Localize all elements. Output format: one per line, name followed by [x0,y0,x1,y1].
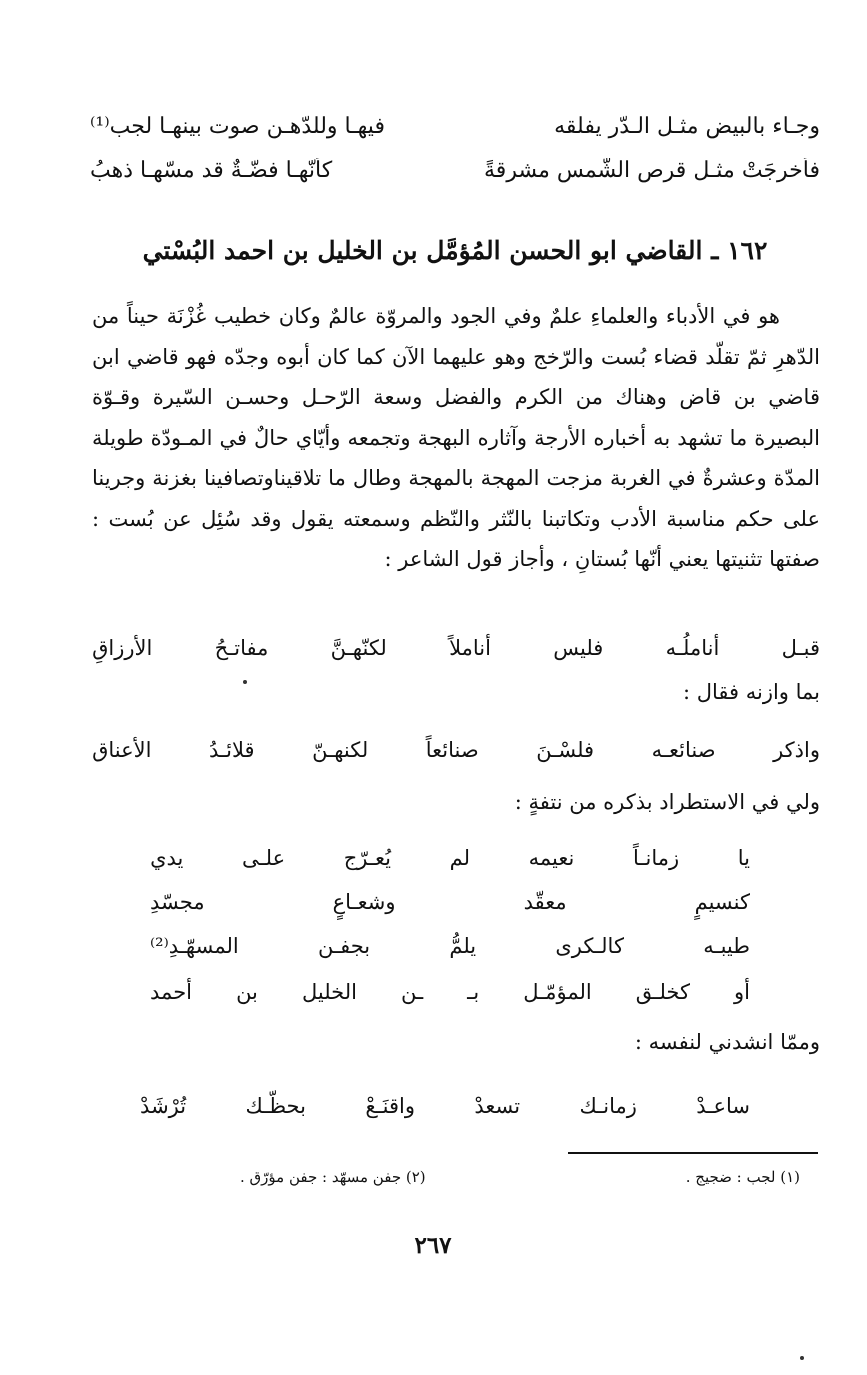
poem-word: ـن [400,980,424,1004]
verse-word: واقنَـعْ [365,1094,415,1118]
verse-hemistich-left: كأنّهـا فضّـةٌ قد مسّهـا ذهبُ [90,157,333,183]
poem-word: معقّد [523,890,567,914]
poem-word: أحمد [150,980,193,1004]
poem-word: وشعـاعٍ [332,890,396,914]
footnote-2: (٢) جفن مسهّد : جفن مؤرّق . [240,1168,426,1186]
prose-line: بما وازنه فقال : [682,680,820,704]
top-verse-1 [90,104,820,148]
verse-word: قبـل [781,636,820,660]
prose-line: وممّا انشدني لنفسه : [634,1030,820,1054]
verse-hemistich-left: فيهـا وللدّهـن صوت بينهـا لجب⁽¹⁾ [90,113,385,139]
verse-word: لكنهـنّ [312,738,369,762]
poem-word: يدي [150,846,184,870]
verse-word: صنائعاً [425,738,479,762]
verse-word: مفاتـحُ [214,636,269,660]
verse-word: فلسْـنَ [536,738,595,762]
verse-word: الأعناق [92,738,152,762]
verse-1 [92,628,820,668]
poem-word: بن [236,980,258,1004]
prose-line: ولي في الاستطراد بذكره من نتفةٍ : [514,790,820,814]
poem-word: كنسيمٍ [694,890,750,914]
verse-word: أناملاً [449,636,491,660]
poem-word: زمانـاً [632,846,680,870]
poem-word: بجفـن [317,934,371,958]
verse-word: الأرزاقِ [92,636,153,660]
poem-word: مجسّدِ [150,890,205,914]
verse-word: واذكر [773,738,820,762]
poem-word: طيبـه [703,934,750,958]
verse-word: فليس [553,636,604,660]
poem-word: المؤمّـل [523,980,592,1004]
verse-word: بحظّـك [245,1094,306,1118]
body-paragraph: هو في الأدباء والعلماءِ علمٌ وفي الجود والمروّة عالمٌ وكان خطيب غُزْنَة حيناً من الدّهرِ ثمّ تقلّد قضاء بُست والرّخج وهو عليهما الآن كما كان أبوه وجدّه فهو قاضي ابن قاضي بن قاض وهناك من الكرم والفضل وسعة الرّحـل وحسـن السّيرة وقـوّة البصيرة ما تشهد به أخباره الأرجة وآثاره البهجة وتجمعه وأيّاي حالٌ في المـودّة طويلة المدّة وعشرةٌ في الغربة مزجت المهجة بالمهجة وطال ما تلاقيناوتصافينا بغزنة وجرينا على حكم مناسبة الأدب وتكاتبنا بالنّثر والنّظم وسمعته يقول وقد سُئِل عن بُست : صفتها تثنيتها يعني أنّها بُستانِ ، وأجاز قول الشاعر : [92,304,820,571]
ink-speck [800,1356,804,1360]
verse-word: صنائعـه [651,738,716,762]
footnote-separator [568,1152,818,1154]
poem-line-4 [150,970,750,1014]
top-verse-2 [90,148,820,192]
poem-line-3 [150,924,750,968]
poem-word: يا [737,846,750,870]
verse-word: تُرْشَدْ [140,1094,187,1118]
verse-3 [140,1084,750,1128]
poem-word: نعيمه [528,846,575,870]
poem-word: بـ [467,980,480,1004]
poem-word: كالـكرى [555,934,624,958]
poem-word: يلمُّ [449,934,477,958]
verse-hemistich-right: وجـاء بالبيضِ مثـل الـدّر يفلقه [554,113,820,139]
verse-2 [92,730,820,770]
poem-line-1 [150,836,750,880]
verse-word: قلائـدُ [208,738,255,762]
verse-word: تسعدْ [474,1094,521,1118]
poem-word: علـى [242,846,286,870]
verse-word: ساعـدْ [696,1094,750,1118]
verse-word: لكنّهـنَّ [330,636,387,660]
poem-word: يُعـرّج [343,846,392,870]
poem-line-2 [150,880,750,924]
poem-word: الخليل [301,980,357,1004]
entry-heading: ١٦٢ ـ القاضي ابو الحسن المُؤمَّل بن الخليل بن احمد البُسْتي [142,236,768,265]
poem-word: كخلـق [635,980,690,1004]
poem-word: لم [449,846,471,870]
page-number: ٢٦٧ [414,1232,452,1259]
footnote-1: (١) لجب : ضجيج . [685,1168,800,1186]
footnotes [240,1162,800,1192]
verse-hemistich-right: فأخرجَتْ مثـل قرص الشّمس مشرقةً [484,157,820,183]
poem-word: أو [734,980,750,1004]
verse-word: زمانـك [579,1094,637,1118]
body-text [92,296,820,580]
verse-word: أناملُـه [665,636,720,660]
poem-word: المسهّـدِ⁽²⁾ [150,934,239,958]
